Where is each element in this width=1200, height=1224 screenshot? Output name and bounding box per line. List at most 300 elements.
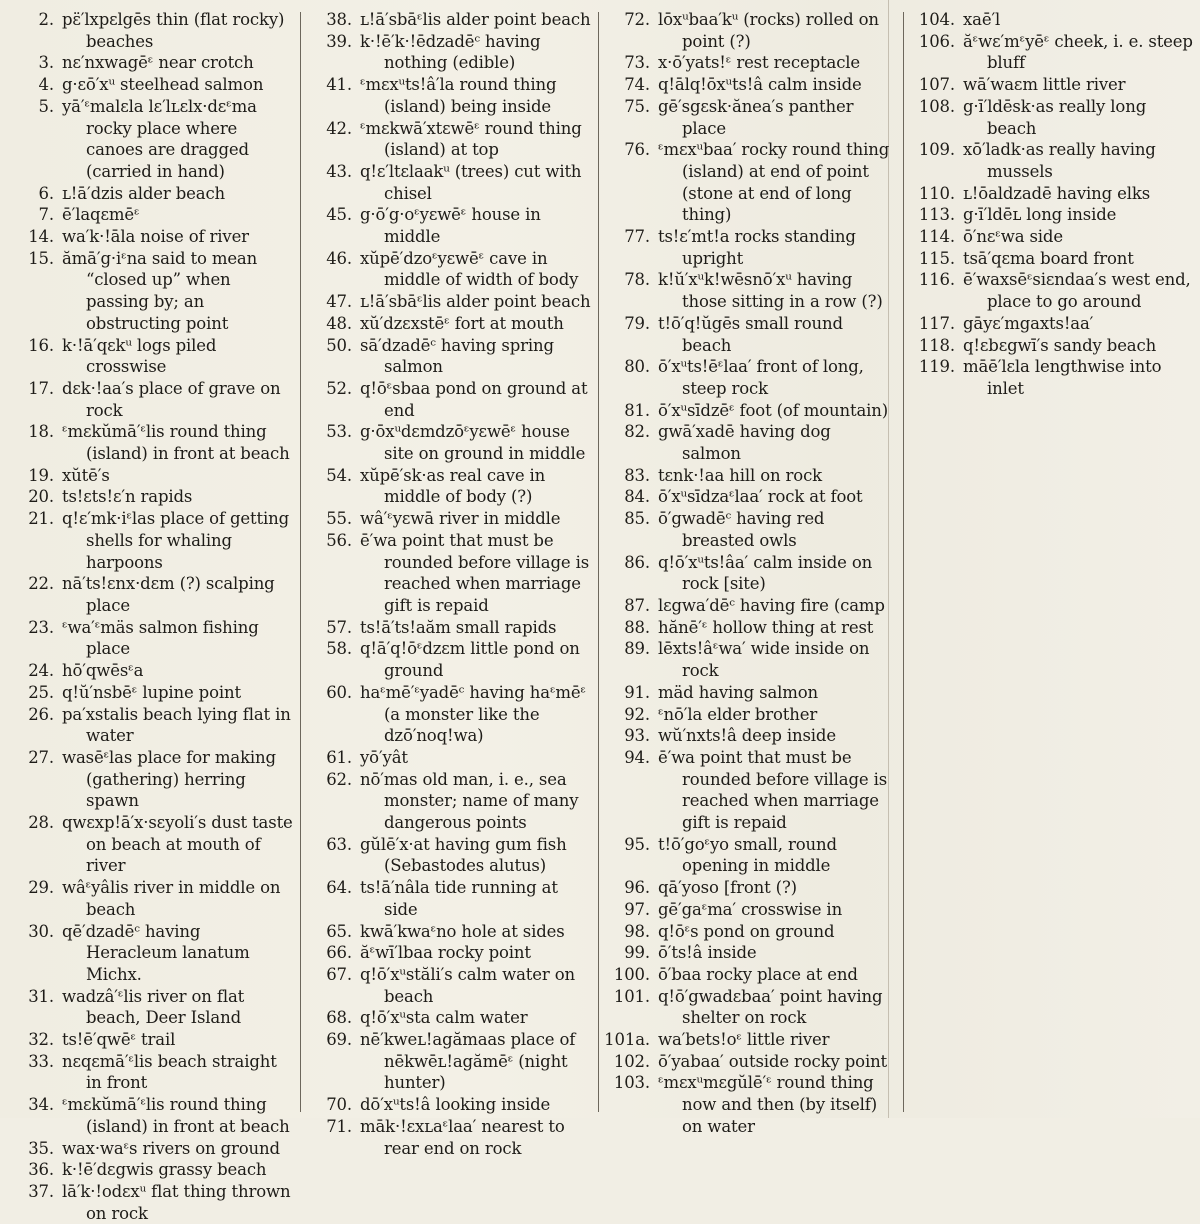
entry-text: yō′yât <box>360 747 408 767</box>
entry-number: 62. <box>326 769 352 789</box>
entry-text: q!ɛ′mk·iᵋlas place of getting shells for whaling harpoons <box>62 509 290 572</box>
entry-text: māē′lɛla lengthwise into inlet <box>963 357 1162 398</box>
entry-row <box>903 96 1193 139</box>
entry-row <box>2 660 294 682</box>
entry-row <box>2 747 294 812</box>
entry-row <box>2 682 294 704</box>
entry-text: xŭpē′dzoᵋyɛwēᵋ cave in middle of width of body <box>360 248 579 290</box>
entry-number: 93. <box>624 726 650 746</box>
entry-number: 117. <box>918 313 955 333</box>
entry-text: x·ō′yats!ᵋ rest receptacle <box>658 53 861 73</box>
entry-text: ămā′g·iᵋna said to mean “closed up” when passing by; an obstructing point <box>62 248 258 333</box>
entry-row <box>300 1007 592 1029</box>
entry-text: wadzâ′ᵋlis river on flat beach, Deer Island <box>62 986 245 1028</box>
entry-text: q!ōᵋs pond on ground <box>658 921 835 941</box>
entry-row <box>300 682 592 747</box>
entry-number: 37. <box>28 1181 54 1201</box>
entry-text: k·!ā′qɛkᵘ logs piled crosswise <box>62 335 217 377</box>
entry-text: q!ō′gwadɛbaa′ point having shelter on rock <box>658 986 883 1028</box>
entry-number: 26. <box>28 704 54 724</box>
entry-row <box>598 139 894 226</box>
entry-text: gē′gaᵋma′ crosswise in <box>658 899 843 919</box>
entry-text: q!ālq!ōxᵘts!â calm inside <box>658 75 862 95</box>
entry-text: ᵋmɛkwā′xtɛwēᵋ round thing (island) at top <box>360 118 582 160</box>
entry-number: 38. <box>326 10 352 29</box>
entry-number: 6. <box>38 183 54 203</box>
entry-text: ᵋmɛxᵘts!â′la round thing (island) being inside <box>360 75 557 116</box>
entry-row <box>903 139 1193 182</box>
entry-row <box>300 638 592 681</box>
entry-row <box>2 183 294 205</box>
entry-row <box>598 942 894 964</box>
entry-row <box>2 74 294 96</box>
entry-number: 71. <box>326 1116 352 1136</box>
entry-row <box>2 573 294 616</box>
entry-text: nɛ′nxwagēᵋ near crotch <box>62 53 254 73</box>
entry-number: 86. <box>624 552 650 572</box>
entry-text: ō′nɛᵋwa side <box>963 227 1063 247</box>
entry-row <box>300 74 592 117</box>
entry-row <box>598 877 894 899</box>
entry-row <box>598 356 894 399</box>
entry-text: wax·waᵋs rivers on ground <box>62 1138 280 1158</box>
entry-number: 98. <box>624 921 650 941</box>
entry-text: ts!ā′nâla tide running at side <box>360 878 558 919</box>
entry-text: ts!ɛts!ɛ′n rapids <box>62 487 193 507</box>
entry-number: 60. <box>326 682 352 702</box>
entry-number: 118. <box>918 335 955 355</box>
entry-text: hănē′ᵋ hollow thing at rest <box>658 617 874 637</box>
entry-number: 91. <box>624 682 650 702</box>
entry-text: ʟ!ā′dzis alder beach <box>62 183 226 203</box>
entry-text: g·ɛō′xᵘ steelhead salmon <box>62 75 264 95</box>
entry-number: 73. <box>624 53 650 73</box>
entry-row <box>598 725 894 747</box>
entry-row <box>2 421 294 464</box>
entry-text: nā′ts!ɛnx·dɛm (?) scalping place <box>62 574 275 615</box>
entry-text: ē′wa point that must be rounded before village is reached when marriage gift is repaid <box>360 530 590 615</box>
entry-number: 18. <box>28 422 54 442</box>
entry-row <box>903 356 1193 399</box>
entry-row <box>300 1094 592 1116</box>
entry-number: 30. <box>28 921 54 941</box>
entry-text: xŭ′dzɛxstēᵋ fort at mouth <box>360 313 564 333</box>
entry-number: 48. <box>326 313 352 333</box>
entry-number: 109. <box>918 140 955 160</box>
entry-row <box>903 248 1193 270</box>
entry-text: pa′xstalis beach lying flat in water <box>62 704 291 746</box>
entry-row <box>300 204 592 247</box>
entry-text: tsā′qɛma board front <box>963 248 1134 268</box>
entry-number: 108. <box>918 96 955 116</box>
entry-number: 42. <box>326 118 352 138</box>
entry-number: 22. <box>28 574 54 594</box>
entry-row <box>300 9 592 31</box>
entry-row <box>300 291 592 313</box>
entry-text: q!ā′q!ōᵋdzɛm little pond on ground <box>360 639 580 681</box>
entry-row <box>903 31 1193 74</box>
entry-number: 24. <box>28 661 54 681</box>
entry-number: 46. <box>326 248 352 268</box>
entry-row <box>598 552 894 595</box>
entry-row <box>598 617 894 639</box>
entry-text: gē′sgɛsk·ănea′s panther place <box>658 96 854 138</box>
entry-row <box>598 834 894 877</box>
entry-row <box>300 1116 592 1159</box>
entry-row <box>598 1051 894 1073</box>
entry-row <box>2 986 294 1029</box>
entry-number: 68. <box>326 1008 352 1028</box>
entry-number: 100. <box>613 964 650 984</box>
column-1 <box>2 9 294 1224</box>
column-4 <box>903 9 1193 400</box>
entry-number: 116. <box>918 270 955 290</box>
entry-text: ᵋmɛxᵘbaa′ rocky round thing (island) at end of point (stone at end of long thing) <box>658 140 890 225</box>
entry-number: 19. <box>28 465 54 485</box>
entry-text: ō′xᵘts!ēᵋlaa′ front of long, steep rock <box>658 357 864 398</box>
entry-number: 89. <box>624 639 650 659</box>
entry-text: g·ī′ldēsk·as really long beach <box>963 96 1147 138</box>
entry-text: tɛnk·!aa hill on rock <box>658 465 823 485</box>
entry-number: 69. <box>326 1030 352 1050</box>
entry-row <box>903 313 1193 335</box>
entry-text: nō′mas old man, i. e., sea monster; name of many dangerous points <box>360 769 579 833</box>
entry-row <box>2 1029 294 1051</box>
entry-row <box>2 1051 294 1094</box>
entry-number: 85. <box>624 509 650 529</box>
entry-text: māk·!ɛxʟaᵋlaa′ nearest to rear end on rock <box>360 1116 565 1158</box>
entry-number: 52. <box>326 378 352 398</box>
entry-text: g·ō′g·oᵋyɛwēᵋ house in middle <box>360 205 541 247</box>
column-3 <box>598 9 894 1138</box>
entry-text: xŭtē′s <box>62 465 110 485</box>
entry-row <box>2 704 294 747</box>
entry-text: g·ōxᵘdɛmdzōᵋyɛwēᵋ house site on ground in middle <box>360 422 586 464</box>
entry-number: 56. <box>326 530 352 550</box>
entry-text: ăᵋwɛ′mᵋyēᵋ cheek, i. e. steep bluff <box>963 31 1193 73</box>
entry-number: 25. <box>28 682 54 702</box>
entry-text: xŭpē′sk·as real cave in middle of body (?) <box>360 465 546 507</box>
entry-number: 82. <box>624 422 650 442</box>
entry-row <box>2 465 294 487</box>
entry-number: 23. <box>28 617 54 637</box>
entry-text: gŭlē′x·at having gum fish (Sebastodes alutus) <box>360 834 567 876</box>
entry-text: q!ɛbɛgwī′s sandy beach <box>963 335 1157 355</box>
entry-number: 70. <box>326 1095 352 1115</box>
entry-number: 7. <box>38 205 54 225</box>
entry-row <box>598 704 894 726</box>
entry-number: 75. <box>624 96 650 116</box>
entry-row <box>300 248 592 291</box>
entry-row <box>598 9 894 52</box>
entry-number: 57. <box>326 617 352 637</box>
entry-text: nɛqɛmā′ᵋlis beach straight in front <box>62 1051 277 1093</box>
entry-row <box>598 986 894 1029</box>
entry-row <box>903 335 1193 357</box>
entry-text: pɛ̈′lxpɛlgēs thin (flat rocky) beaches <box>62 10 285 51</box>
entry-number: 3. <box>38 53 54 73</box>
entry-row <box>2 1094 294 1137</box>
entry-number: 31. <box>28 986 54 1006</box>
entry-row <box>2 335 294 378</box>
entry-text: mäd having salmon <box>658 682 819 702</box>
entry-text: qwɛxp!ā′x·sɛyoli′s dust taste on beach at mouth of river <box>62 813 293 876</box>
entry-row <box>300 378 592 421</box>
entry-row <box>598 226 894 269</box>
entry-row <box>300 161 592 204</box>
entry-row <box>300 769 592 834</box>
entry-row <box>903 9 1193 31</box>
entry-text: sā′dzadēᶜ having spring salmon <box>360 335 554 377</box>
entry-row <box>300 530 592 617</box>
entry-number: 103. <box>613 1073 650 1093</box>
entry-text: ō′xᵘsīdzaᵋlaa′ rock at foot <box>658 487 863 507</box>
entry-number: 15. <box>28 248 54 268</box>
entry-number: 2. <box>38 10 54 29</box>
entry-text: t!ō′q!ŭgēs small round beach <box>658 313 843 355</box>
entry-number: 106. <box>918 31 955 51</box>
entry-number: 119. <box>918 357 955 377</box>
entry-text: q!ō′xᵘsta calm water <box>360 1008 528 1028</box>
entry-row <box>2 1159 294 1181</box>
entry-number: 43. <box>326 161 352 181</box>
entry-number: 72. <box>624 10 650 29</box>
entry-text: ts!ē′qwēᵋ trail <box>62 1030 176 1050</box>
entry-row <box>300 421 592 464</box>
entry-number: 83. <box>624 465 650 485</box>
entry-number: 53. <box>326 422 352 442</box>
entry-number: 5. <box>38 96 54 116</box>
entry-row <box>300 942 592 964</box>
entry-row <box>2 248 294 335</box>
entry-text: xō′ladk·as really having mussels <box>963 140 1156 181</box>
entry-text: haᵋmē′ᵋyadēᶜ having haᵋmēᵋ (a monster like the dzō′noq!wa) <box>360 682 586 746</box>
entry-text: wasēᵋlas place for making (gathering) herring spawn <box>62 747 276 811</box>
entry-number: 50. <box>326 335 352 355</box>
entry-number: 96. <box>624 878 650 898</box>
entry-row <box>598 465 894 487</box>
entry-text: dō′xᵘts!â looking inside <box>360 1095 551 1115</box>
entry-row <box>598 682 894 704</box>
entry-row <box>903 204 1193 226</box>
entry-text: ăᵋwī′lbaa rocky point <box>360 943 531 963</box>
entry-number: 14. <box>28 227 54 247</box>
entry-number: 32. <box>28 1030 54 1050</box>
entry-text: yā′ᵋmalɛla lɛ′lʟɛlx·dɛᵋma rocky place where canoes are dragged (carried in hand) <box>62 96 257 181</box>
entry-text: kwā′kwaᵋno hole at sides <box>360 921 565 941</box>
entry-text: ō′gwadēᶜ having red breasted owls <box>658 509 825 550</box>
entry-number: 36. <box>28 1160 54 1180</box>
entry-text: hō′qwēsᵋa <box>62 661 144 681</box>
entry-row <box>300 1029 592 1094</box>
entry-text: gāyɛ′mgaxts!aa′ <box>963 313 1094 333</box>
entry-number: 64. <box>326 878 352 898</box>
entry-number: 16. <box>28 335 54 355</box>
entry-row <box>598 74 894 96</box>
entry-row <box>2 1138 294 1160</box>
entry-number: 94. <box>624 747 650 767</box>
entry-row <box>598 269 894 312</box>
entry-number: 17. <box>28 378 54 398</box>
entry-text: qā′yoso [front (?) <box>658 878 797 898</box>
entry-number: 78. <box>624 270 650 290</box>
entry-row <box>598 921 894 943</box>
entry-text: ō′xᵘsīdzēᵋ foot (of mountain) <box>658 400 889 420</box>
entry-number: 63. <box>326 834 352 854</box>
entry-row <box>2 921 294 986</box>
entry-text: ᵋmɛxᵘmɛgŭlē′ᵋ round thing now and then (by itself) on water <box>658 1073 878 1136</box>
entry-number: 101a. <box>604 1030 650 1050</box>
entry-row <box>2 204 294 226</box>
entry-number: 47. <box>326 292 352 312</box>
entry-number: 28. <box>28 813 54 833</box>
entry-number: 76. <box>624 140 650 160</box>
entry-number: 54. <box>326 465 352 485</box>
entry-number: 35. <box>28 1138 54 1158</box>
entry-number: 77. <box>624 227 650 247</box>
entry-number: 27. <box>28 747 54 767</box>
entry-text: ē′wa point that must be rounded before village is reached when marriage gift is repaid <box>658 747 888 833</box>
entry-text: qē′dzadēᶜ having Heracleum lanatum Michx. <box>62 921 250 984</box>
entry-row <box>598 508 894 551</box>
entry-text: k·!ē′k·!ēdzadēᶜ having nothing (edible) <box>360 31 541 73</box>
entry-text: wâᵋyâlis river in middle on beach <box>62 878 281 919</box>
entry-text: q!ō′xᵘstăli′s calm water on beach <box>360 964 575 1006</box>
entry-text: wa′k·!āla noise of river <box>62 227 249 247</box>
entry-text: wa′bets!oᵋ little river <box>658 1030 830 1050</box>
entry-text: lā′k·!odɛxᵘ flat thing thrown on rock <box>62 1181 291 1223</box>
entry-number: 114. <box>918 227 955 247</box>
entry-number: 34. <box>28 1095 54 1115</box>
entry-row <box>598 1072 894 1137</box>
entry-number: 80. <box>624 357 650 377</box>
entry-text: ē′laqɛmēᵋ <box>62 205 140 225</box>
entry-row <box>2 96 294 183</box>
entry-text: wâ′ᵋyɛwā river in middle <box>360 509 561 529</box>
entry-text: g·ī′ldēʟ long inside <box>963 205 1117 225</box>
entry-text: ts!ā′ts!aăm small rapids <box>360 617 557 637</box>
entry-row <box>300 508 592 530</box>
entry-row <box>903 183 1193 205</box>
entry-row <box>903 269 1193 312</box>
entry-text: ʟ!ā′sbāᵋlis alder point beach <box>360 292 591 312</box>
entry-text: wā′waɛm little river <box>963 75 1126 95</box>
entry-number: 101. <box>613 986 650 1006</box>
entry-text: ᵋmɛkŭmā′ᵋlis round thing (island) in front at beach <box>62 422 290 464</box>
entry-row <box>300 335 592 378</box>
entry-text: ō′baa rocky place at end <box>658 964 858 984</box>
entry-row <box>300 617 592 639</box>
entry-row <box>2 812 294 877</box>
entry-row <box>2 617 294 660</box>
entry-row <box>598 964 894 986</box>
entry-number: 58. <box>326 639 352 659</box>
entry-row <box>598 486 894 508</box>
entry-row <box>2 486 294 508</box>
entry-row <box>598 96 894 139</box>
entry-row <box>300 31 592 74</box>
entry-text: q!ōᵋsbaa pond on ground at end <box>360 378 588 420</box>
entry-text: ō′ts!â inside <box>658 943 757 963</box>
entry-number: 113. <box>918 205 955 225</box>
entry-number: 61. <box>326 747 352 767</box>
entry-row <box>903 226 1193 248</box>
entry-number: 39. <box>326 31 352 51</box>
entry-number: 102. <box>613 1051 650 1071</box>
entry-text: ʟ!ā′sbāᵋlis alder point beach <box>360 10 591 29</box>
entry-text: gwā′xadē having dog salmon <box>658 422 831 464</box>
entry-number: 92. <box>624 704 650 724</box>
entry-number: 67. <box>326 964 352 984</box>
entry-number: 87. <box>624 595 650 615</box>
entry-row <box>598 747 894 834</box>
entry-row <box>2 378 294 421</box>
entry-number: 110. <box>918 183 955 203</box>
entry-row <box>598 52 894 74</box>
entry-row <box>598 313 894 356</box>
entry-number: 99. <box>624 943 650 963</box>
entry-number: 66. <box>326 943 352 963</box>
entry-number: 74. <box>624 75 650 95</box>
entry-number: 107. <box>918 75 955 95</box>
entry-text: k!ŭ′xᵘk!wēsnō′xᵘ having those sitting in a row (?) <box>658 270 883 312</box>
entry-number: 41. <box>326 75 352 95</box>
entry-text: ts!ɛ′mt!a rocks standing upright <box>658 227 856 268</box>
entry-number: 55. <box>326 509 352 529</box>
entry-text: wŭ′nxts!â deep inside <box>658 726 836 746</box>
entry-text: xaē′l <box>963 10 1001 29</box>
entry-text: q!ō′xᵘts!âa′ calm inside on rock [site) <box>658 552 873 594</box>
entry-number: 79. <box>624 313 650 333</box>
entry-row <box>598 595 894 617</box>
entry-number: 33. <box>28 1051 54 1071</box>
entry-text: ʟ!ōaldzadē having elks <box>963 183 1151 203</box>
entry-row <box>300 313 592 335</box>
entry-row <box>300 747 592 769</box>
entry-text: dɛk·!aa′s place of grave on rock <box>62 378 281 420</box>
entry-number: 65. <box>326 921 352 941</box>
entry-text: lɛgwa′dēᶜ having fire (camp <box>658 595 885 615</box>
entry-row <box>300 921 592 943</box>
entry-text: ᵋwa′ᵋmäs salmon fishing place <box>62 617 259 659</box>
entry-number: 21. <box>28 509 54 529</box>
entry-row <box>2 52 294 74</box>
entry-number: 81. <box>624 400 650 420</box>
entry-text: ē′waxsēᵋsiɛndaa′s west end, place to go around <box>963 270 1191 312</box>
entry-row <box>300 834 592 877</box>
entry-number: 115. <box>918 248 955 268</box>
entry-number: 4. <box>38 75 54 95</box>
entry-text: t!ō′goᵋyo small, round opening in middle <box>658 834 837 876</box>
entry-row <box>2 226 294 248</box>
entry-text: q!ŭ′nsbēᵋ lupine point <box>62 682 241 702</box>
entry-number: 97. <box>624 899 650 919</box>
entry-row <box>598 899 894 921</box>
entry-row <box>300 465 592 508</box>
entry-row <box>300 964 592 1007</box>
entry-text: ō′yabaa′ outside rocky point <box>658 1051 888 1071</box>
entry-number: 95. <box>624 834 650 854</box>
entry-row <box>598 1029 894 1051</box>
entry-row <box>2 1181 294 1224</box>
entry-row <box>2 877 294 920</box>
entry-row <box>598 421 894 464</box>
entry-row <box>2 508 294 573</box>
entry-row <box>598 400 894 422</box>
entry-text: q!ɛ′ltɛlaakᵘ (trees) cut with chisel <box>360 161 582 203</box>
entry-row <box>903 74 1193 96</box>
entry-text: ᵋmɛkŭmā′ᵋlis round thing (island) in front at beach <box>62 1095 290 1136</box>
